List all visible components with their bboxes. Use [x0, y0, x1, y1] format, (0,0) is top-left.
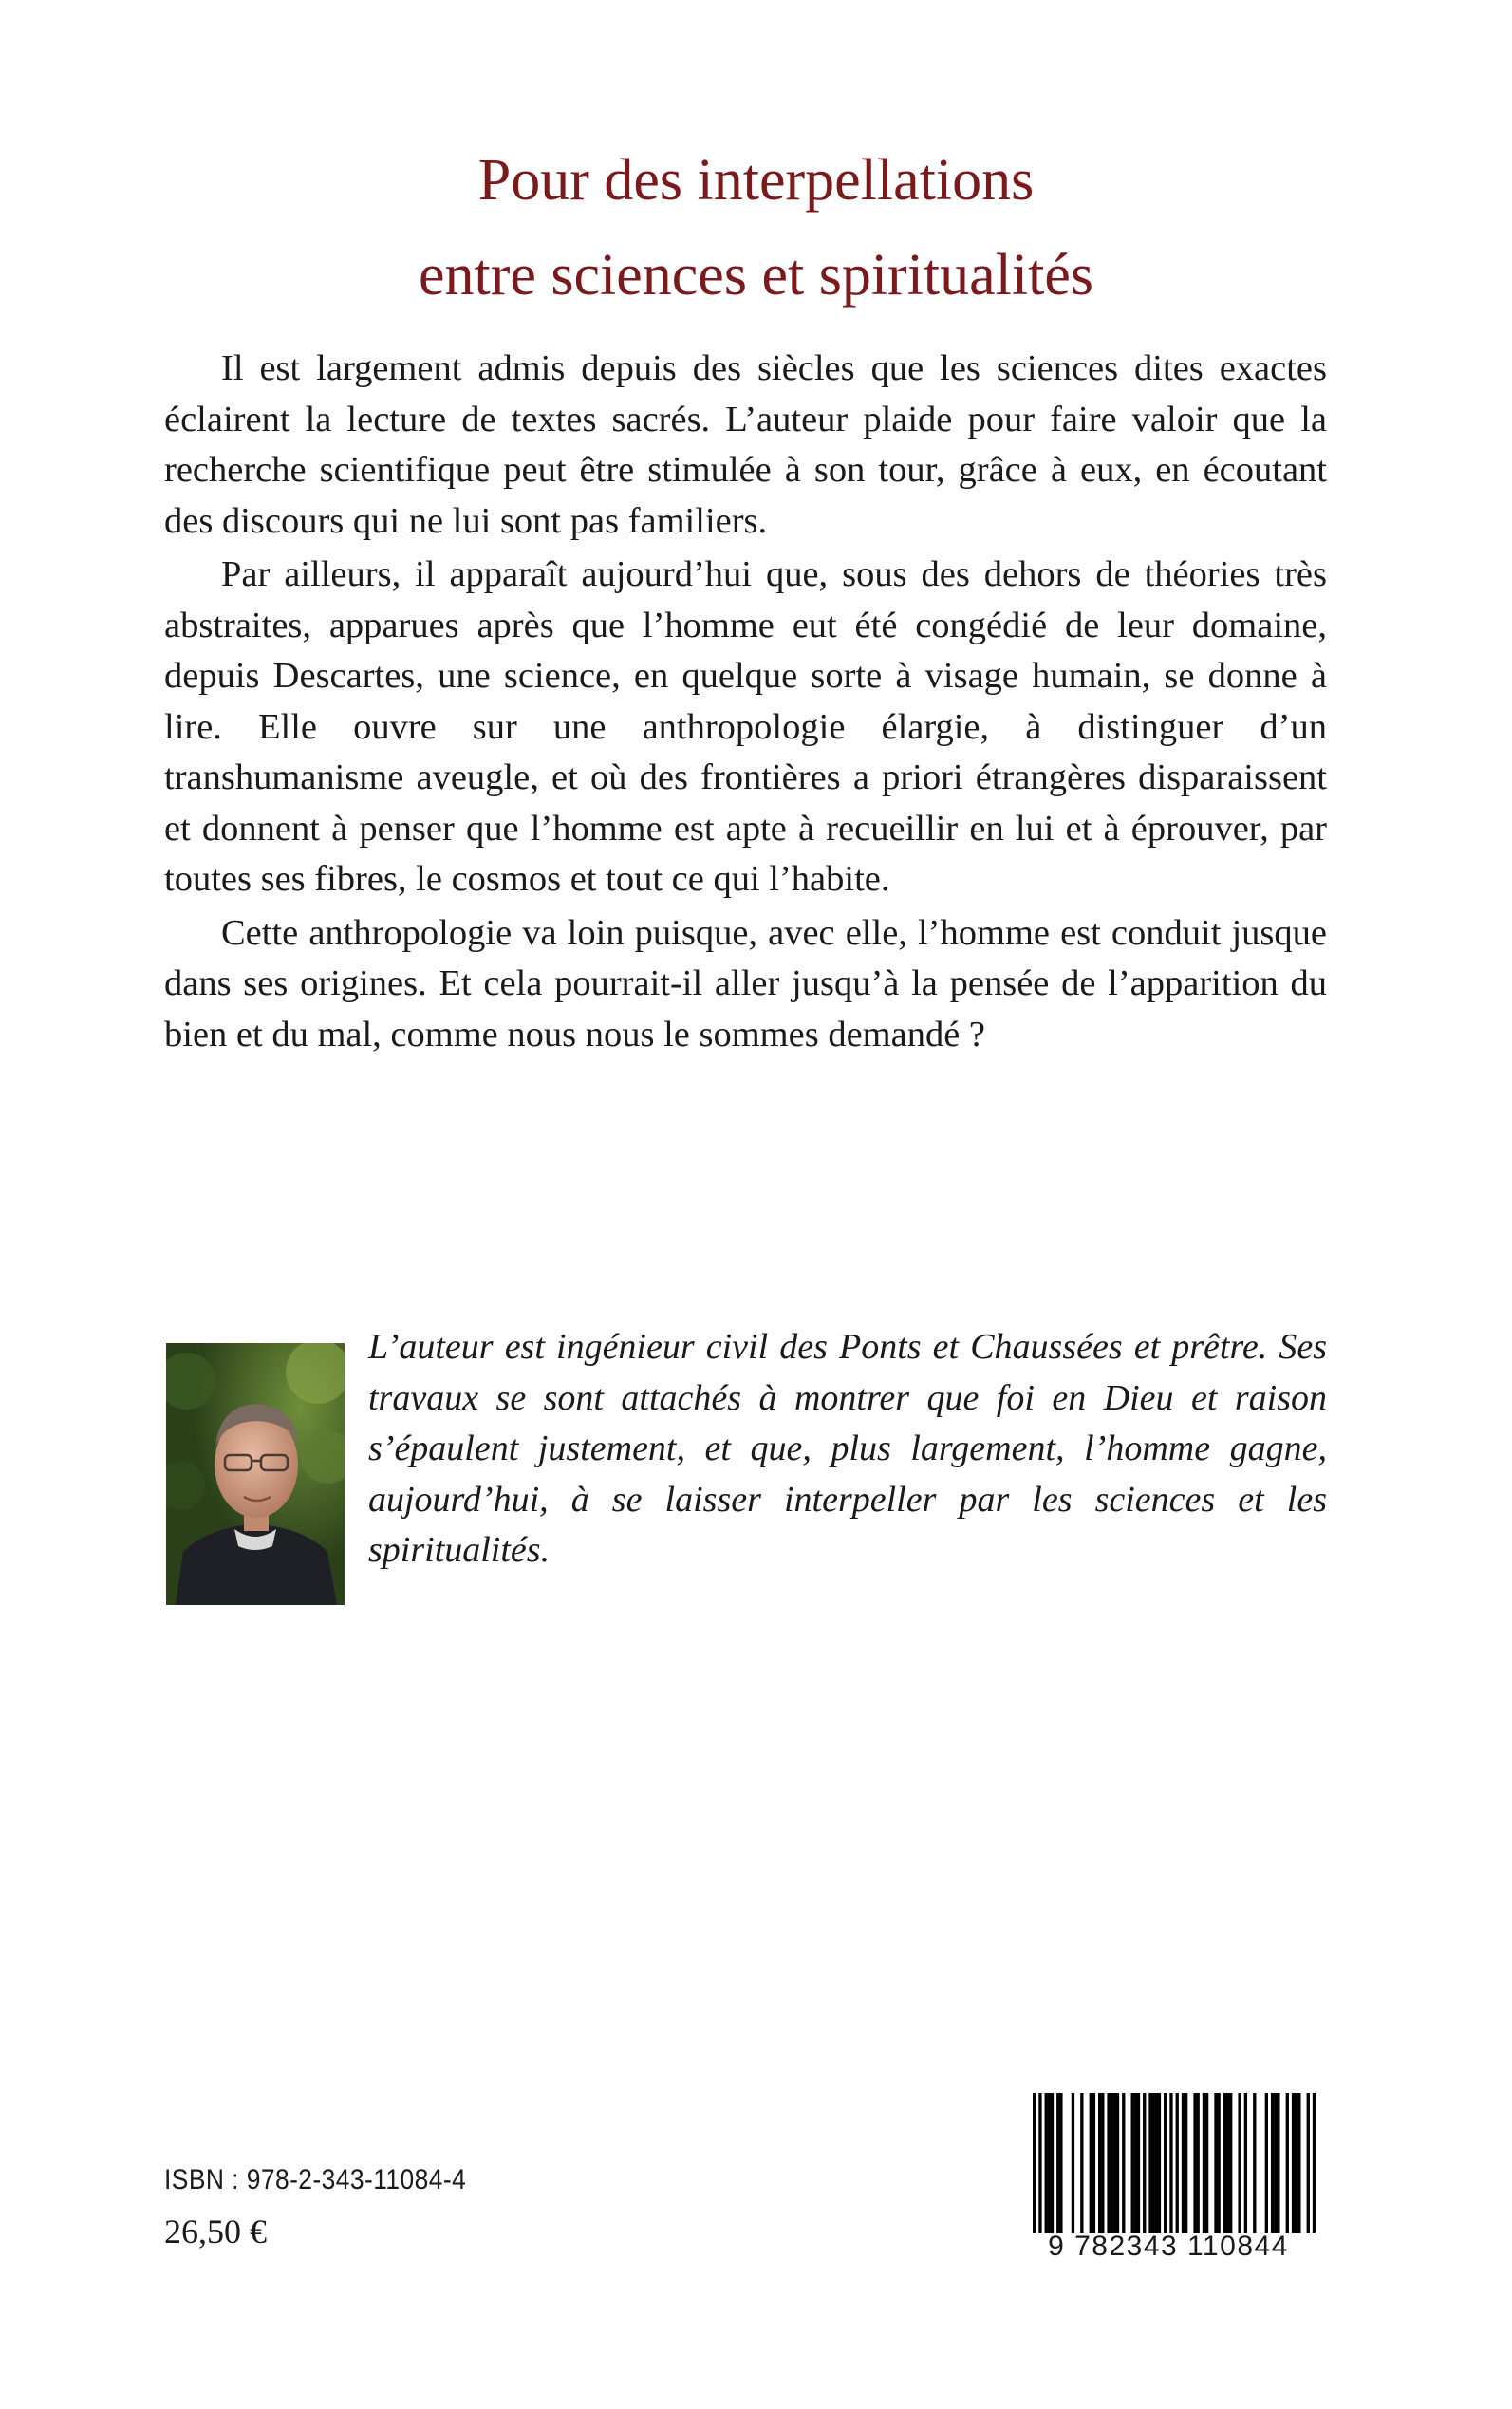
barcode-bar: [1098, 2093, 1101, 2233]
author-bio: L’auteur est ingénieur civil des Ponts et Chaussées et prêtre. Ses travaux se sont attachés à montrer que foi en Dieu et raison s’épaulent justement, et que, plus largement, l’homme gagne, aujourd’hui, à se laisser interpeller par les sciences et les spiritualités.: [368, 1327, 1327, 1570]
barcode-bar: [1193, 2093, 1196, 2233]
barcode-bar: [1151, 2093, 1154, 2233]
barcode-bar: [1164, 2093, 1167, 2233]
barcode-bar: [1155, 2093, 1158, 2233]
barcode: [1033, 2093, 1316, 2233]
barcode-bar: [1292, 2093, 1295, 2233]
barcode-bar: [1113, 2093, 1116, 2233]
blurb-paragraph-2: Par ailleurs, il apparaît aujourd’hui que, sous des dehors de théories très abstraites, apparues après que l’homme eut été congédié de leur domaine, depuis Descartes, une science, en quelque sorte à visage humain, se donne à lire. Elle ouvre sur une anthropologie élargie, à distinguer d’un transhumanisme aveugle, et où des frontières a priori étrangères disparaissent et donnent à penser que l’homme est apte à recueillir en lui et à éprouver, par toutes ses fibres, le cosmos et tout ce qui l’habite.: [164, 554, 1327, 899]
barcode-bar: [1072, 2093, 1074, 2233]
barcode-bar: [1059, 2093, 1062, 2233]
isbn: ISBN : 978-2-343-11084-4: [164, 2164, 467, 2195]
barcode-bar: [1148, 2093, 1151, 2233]
barcode-bar: [1176, 2093, 1179, 2233]
barcode-bar: [1080, 2093, 1083, 2233]
barcode-bar: [1051, 2093, 1054, 2233]
barcode-bar: [1238, 2093, 1241, 2233]
barcode-bar: [1197, 2093, 1200, 2233]
blurb: [164, 344, 1327, 1063]
barcode-bar: [1131, 2093, 1134, 2233]
barcode-bar: [1297, 2093, 1300, 2233]
barcode-bar: [1033, 2093, 1036, 2233]
barcode-bar: [1271, 2093, 1274, 2233]
barcode-bar: [1182, 2093, 1185, 2233]
barcode-bar: [1137, 2093, 1140, 2233]
barcode-bar: [1286, 2093, 1289, 2233]
barcode-bar: [1229, 2093, 1232, 2233]
barcode-bar: [1158, 2093, 1161, 2233]
barcode-bar: [1116, 2093, 1119, 2233]
author-photo: [166, 1343, 345, 1605]
book-title-line-1: Pour des interpellations: [477, 148, 1035, 213]
barcode-bar: [1226, 2093, 1229, 2233]
barcode-bar: [1048, 2093, 1051, 2233]
barcode-digits: 9 782343 110844: [1048, 2231, 1289, 2262]
barcode-bar: [1295, 2093, 1297, 2233]
price: 26,50 €: [164, 2213, 267, 2250]
barcode-bar: [1205, 2093, 1208, 2233]
barcode-bar: [1214, 2093, 1217, 2233]
barcode-bar: [1134, 2093, 1137, 2233]
barcode-bar: [1307, 2093, 1310, 2233]
barcode-bar: [1265, 2093, 1268, 2233]
barcode-bar: [1111, 2093, 1113, 2233]
barcode-bar: [1045, 2093, 1048, 2233]
book-title-line-2: entre sciences et spiritualités: [418, 243, 1093, 308]
barcode-bar: [1244, 2093, 1247, 2233]
barcode-bar: [1038, 2093, 1041, 2233]
barcode-bar: [1143, 2093, 1146, 2233]
barcode-bar: [1185, 2093, 1187, 2233]
barcode-bar: [1090, 2093, 1092, 2233]
barcode-bar: [1217, 2093, 1220, 2233]
barcode-bar: [1092, 2093, 1095, 2233]
barcode-bar: [1056, 2093, 1059, 2233]
barcode-bar: [1101, 2093, 1104, 2233]
barcode-bar: [1223, 2093, 1226, 2233]
book-title: [0, 133, 1512, 323]
barcode-bar: [1253, 2093, 1256, 2233]
barcode-bar: [1313, 2093, 1316, 2233]
barcode-bar: [1203, 2093, 1205, 2233]
barcode-bar: [1274, 2093, 1277, 2233]
barcode-bar: [1107, 2093, 1110, 2233]
blurb-paragraph-1: Il est largement admis depuis des siècles que les sciences dites exactes éclairent la lecture de textes sacrés. L’auteur plaide pour faire valoir que la recherche scientifique peut être stimulée à son tour, grâce à eux, en écoutant des discours qui ne lui sont pas familiers.: [164, 348, 1327, 541]
blurb-paragraph-3: Cette anthropologie va loin puisque, avec elle, l’homme est conduit jusque dans ses origines. Et cela pourrait-il aller jusqu’à la pensée de l’apparition du bien et du mal, comme nous nous le sommes demandé ?: [164, 912, 1327, 1055]
barcode-bar: [1169, 2093, 1172, 2233]
barcode-bar: [1122, 2093, 1125, 2233]
barcode-bar: [1277, 2093, 1279, 2233]
